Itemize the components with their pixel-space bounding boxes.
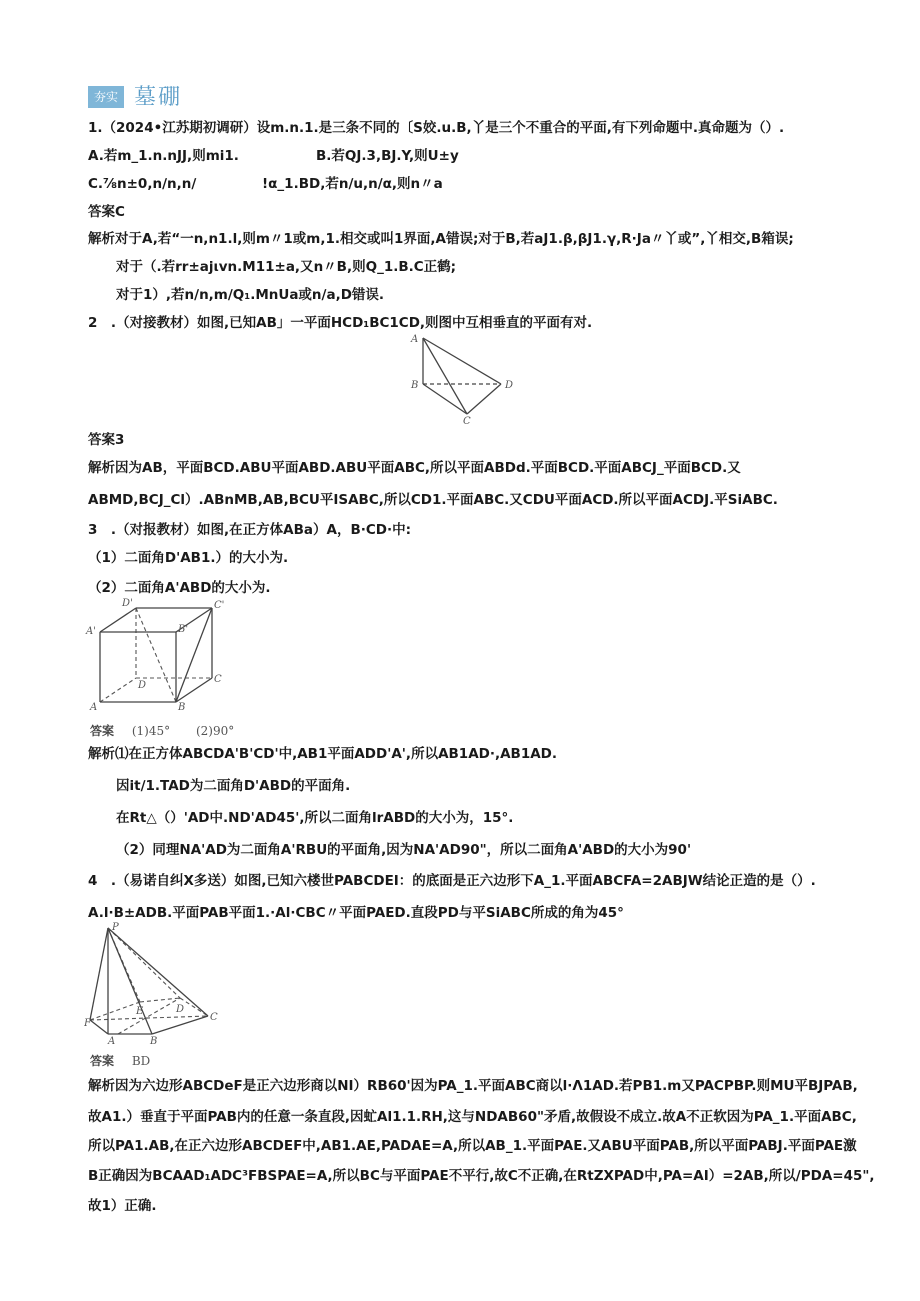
q3-stem: 3 .（对报教材）如图,在正方体ABa）A，B·CD·中: — [88, 522, 412, 538]
q3-analysis-line2: 因it∕1.TAD为二面角D'ABD的平面角. — [116, 778, 351, 794]
q3-sub1: （1）二面角D'AB1.）的大小为. — [88, 550, 289, 566]
q1-option-d: !α_1.BD,若n∕u,n∕α,则n〃a — [262, 176, 443, 192]
q3-analysis-line1: 解析⑴在正方体ABCDA'B'CD'中,AB1平面ADD'A',所以AB1AD·,AB1AD. — [88, 746, 558, 762]
q3-answer-label: 答案 — [90, 724, 115, 738]
label-A1: A' — [86, 626, 96, 637]
q4-analysis-line1: 解析因为六边形ABCDeF是正六边形商以NI）RB60'因为PA_1.平面ABC商以l·Λ1AD.若PB1.m又PACPBP.则MU平BJPAB, — [88, 1078, 858, 1094]
label-E: E — [136, 1006, 144, 1017]
label-D: D — [138, 680, 147, 691]
label-B: B — [150, 1036, 158, 1044]
q4-options: A.l·B±ADB.平面PAB平面1.·Al·CBC〃平面PAED.直段PD与平SiABC所成的角为45° — [88, 905, 624, 921]
q1-analysis-line2: 对于（.若rr±ajιvn.M11±a,又n〃B,则Q_1.B.C正鹤; — [116, 259, 457, 275]
label-A: A — [411, 334, 419, 345]
q1-option-b: B.若QJ.3,BJ.Y,则U±y — [316, 148, 459, 164]
label-C1: C' — [214, 600, 225, 611]
q4-analysis-line3: 所以PA1.AB,在正六边形ABCDEF中,AB1.AE,PADAE=A,所以AB_1.平面PAE.又ABU平面PAB,所以平面PABJ.平面PAE激 — [88, 1138, 857, 1154]
q4-analysis-line4: B正确因为BCAAD₁ADC³FBSPAE=A,所以BC与平面PAE不平行,故C不正确,在RtZXPAD中,PA=AI）=2AB,所以∕PDA=45", — [88, 1168, 875, 1184]
section-badge: 夯实 — [88, 86, 124, 108]
q1-stem: 1.（2024•江苏期初调研）设m.n.1.是三条不同的〔S姣.u.B,丫是三个不重合的平面,有下列命题中.真命题为（）. — [88, 120, 785, 136]
q2-answer: 答案3 — [88, 432, 125, 448]
label-C: C — [214, 674, 222, 685]
q3-answer-2: (2)90° — [195, 724, 235, 738]
cube-figure — [84, 596, 232, 712]
q4-analysis-line5: 故1）正确. — [88, 1198, 157, 1214]
label-B1: B' — [178, 624, 189, 635]
q1-option-a: A.若m_1.n.nJJ,则mi1. — [88, 148, 239, 164]
label-D: D — [505, 380, 514, 391]
q1-option-c: C.⅞n±0,n∕n,n∕ — [88, 176, 197, 192]
q1-answer: 答案C — [88, 204, 125, 220]
q1-analysis-line3: 对于1）,若n∕n,m∕Q₁.MnUa或n∕a,D错误. — [116, 287, 385, 303]
q4-stem: 4 .（易诺自纠X多送）如图,已知六楼世PABCDEI：的底面是正六边形下A_1.平面ABCFA=2ABJW结论正造的是（）. — [88, 873, 816, 889]
q3-answer-1: (1)45° — [131, 724, 171, 738]
q4-analysis-line2: 故A1.）垂直于平面PAB内的任意一条直段,因虻Al1.1.RH,这与NDAB60"矛盾,故假设不成立.故A不正软因为PA_1.平面ABC, — [88, 1109, 857, 1125]
hexagonal-pyramid-figure — [84, 920, 224, 1044]
label-F: F — [84, 1018, 91, 1029]
q4-answer: BD — [131, 1054, 151, 1068]
q4-answer-row — [90, 1052, 172, 1069]
q3-analysis-line4: （2）同理NA'AD为二面角A'RBU的平面角,因为NA'AD90"，所以二面角A'ABD的大小为90' — [116, 842, 692, 858]
label-D: D — [176, 1004, 185, 1015]
q2-analysis-line1: 解析因为AB，平面BCD.ABU平面ABD.ABU平面ABC,所以平面ABDd.平面BCD.平面ABCJ_平面BCD.又 — [88, 460, 741, 476]
tetrahedron-figure — [405, 330, 525, 426]
q2-analysis-line2: ABMD,BCJ_Cl）.ABnMB,AB,BCU平ISABC,所以CD1.平面ABC.又CDU平面ACD.所以平面ACDJ.平SiABC. — [88, 492, 778, 508]
q1-analysis-line1: 解析对于A,若“一n,n1.l,则m〃1或m,1.相交或叫1界面,A错误;对于B,若aJ1.β,βJ1.γ,R·Ja〃丫或”,丫相交,B箱误; — [88, 231, 794, 247]
label-C: C — [210, 1012, 218, 1023]
label-A: A — [108, 1036, 116, 1044]
q4-answer-label: 答案 — [90, 1054, 115, 1068]
q3-analysis-line3: 在Rt△（）'AD中.ND'AD45',所以二面角lrABD的大小为，15°. — [116, 810, 514, 826]
section-title: 墓硼 — [134, 85, 183, 110]
q3-answer-row — [90, 722, 256, 739]
q2-stem: 2 .（对接教材）如图,已知AB」一平面HCD₁BC1CD,则图中互相垂直的平面有对. — [88, 315, 593, 331]
q3-sub2: （2）二面角A'ABD的大小为. — [88, 580, 271, 596]
label-B: B — [178, 702, 186, 712]
label-D1: D' — [122, 598, 133, 609]
label-A: A — [90, 702, 98, 712]
label-C: C — [463, 416, 471, 426]
label-B: B — [411, 380, 419, 391]
label-P: P — [112, 922, 119, 933]
